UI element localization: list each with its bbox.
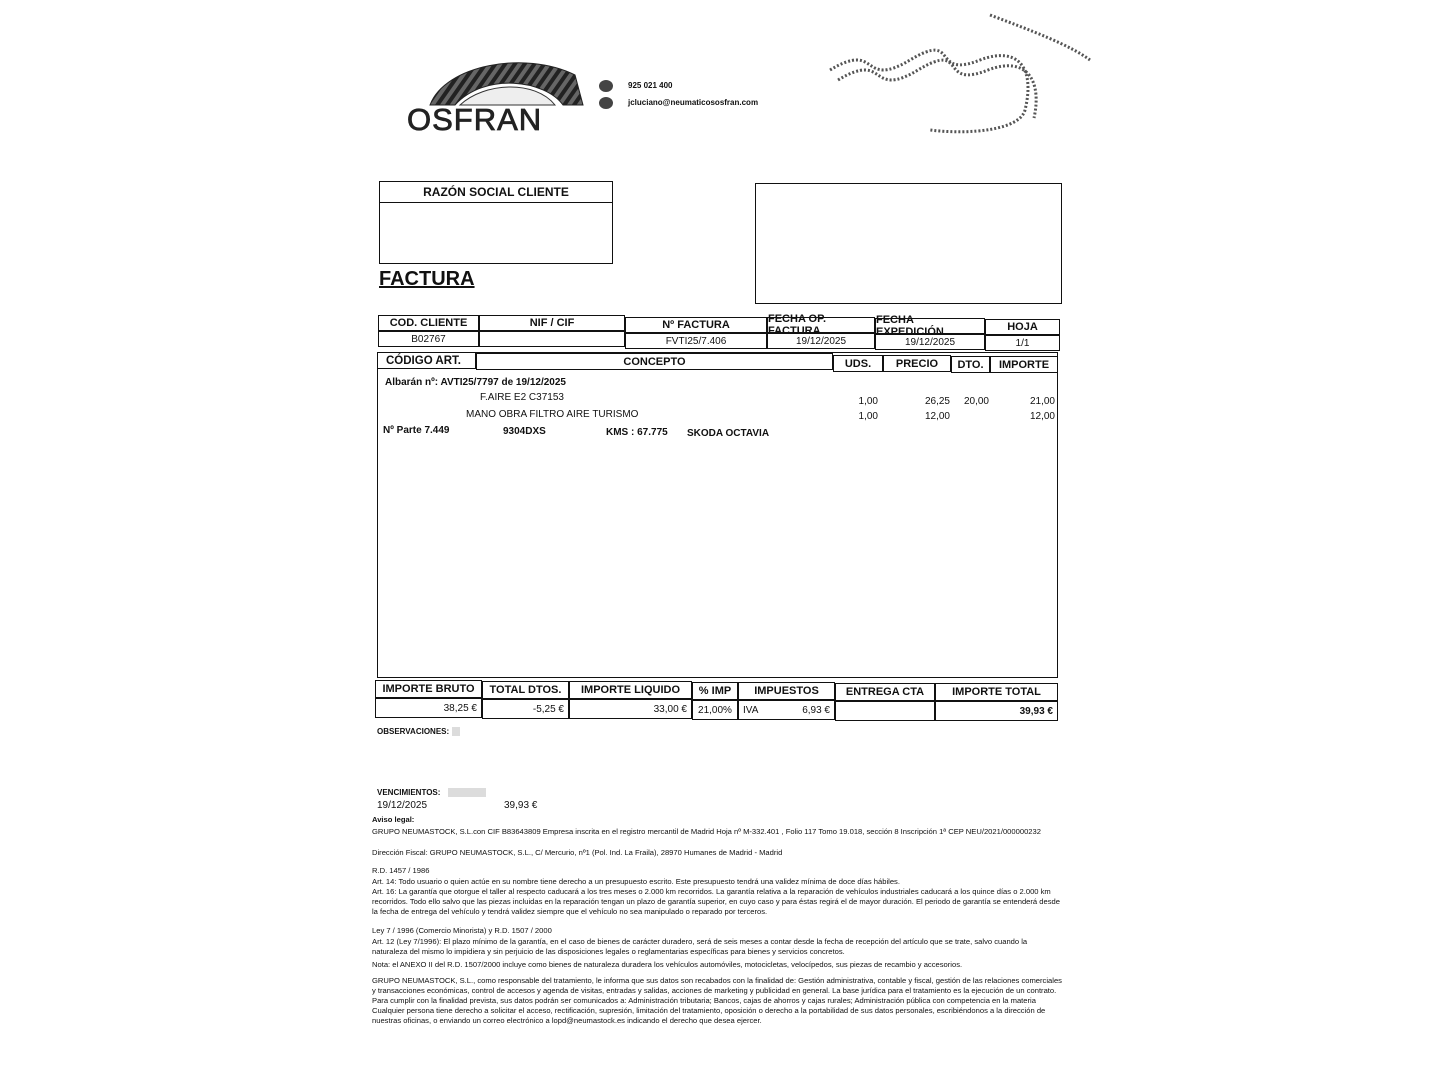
legal-label: Aviso legal: xyxy=(372,815,415,824)
items-header-precio: PRECIO xyxy=(883,355,951,372)
impuesto-tipo: IVA xyxy=(743,704,759,716)
legal-nota: Nota: el ANEXO II del R.D. 1507/2000 incluye como bienes de naturaleza duradera los vehículos automóviles, motocicletas, velocípedos, sus piezas de recambio y accesorios. xyxy=(372,960,963,969)
header-nif: NIF / CIF xyxy=(479,315,625,331)
parte-matricula: 9304DXS xyxy=(503,426,546,437)
tire-tracks-graphic xyxy=(820,10,1100,160)
totals-header-bruto: IMPORTE BRUTO xyxy=(375,680,482,698)
client-box-title: RAZÓN SOCIAL CLIENTE xyxy=(380,182,612,203)
items-header-importe: IMPORTE xyxy=(990,356,1058,373)
items-header-uds: UDS. xyxy=(833,355,883,372)
totals-header-dtos: TOTAL DTOS. xyxy=(482,681,569,699)
parte-vehiculo: SKODA OCTAVIA xyxy=(687,428,770,439)
item-concepto: F.AIRE E2 C37153 xyxy=(480,392,564,403)
legal-registro: GRUPO NEUMASTOCK, S.L.con CIF B83643809 Empresa inscrita en el registro mercantil de Madrid Hoja nº M-332.401 , Folio 117 Tomo 19.018, sección 8 Inscripción 1ª CEP NEU/2021/000000232 xyxy=(372,827,1041,836)
company-phone: 925 021 400 xyxy=(628,81,673,90)
totals-value-entrega xyxy=(835,701,935,721)
item-uds: 1,00 xyxy=(858,396,878,407)
email-icon xyxy=(599,97,613,109)
totals-value-bruto xyxy=(375,698,482,718)
item-importe: 12,00 xyxy=(1029,411,1055,422)
dtos-amount: -5,25 € xyxy=(532,703,564,715)
impuestos-amount: 6,93 € xyxy=(802,704,830,716)
legal-art16: Art. 16: La garantía que otorgue el taller al respecto caducará a los tres meses o 2.000 km recorridos. La garantía relativa a la reparación de vehículos industriales caducará a los quince días o 2.000 km recorridos. Todo ello salvo que las piezas incluidas en la reparación tengan un plazo de garantía superior, en cuyo caso y para éstas regirá el de mayor duración. El periodo de garantía se entenderá desde la fecha de entrega del vehículo y tendrá validez siempre que el vehículo no sea manipulado o reparado por terceros. xyxy=(372,887,1060,916)
address-box xyxy=(755,183,1062,304)
client-box xyxy=(379,181,613,264)
items-header-concepto: CONCEPTO xyxy=(476,353,833,370)
legal-art14: Art. 14: Todo usuario o quien actúe en su nombre tiene derecho a un presupuesto escrito. Este presupuesto tendrá una validez mínima de doce días hábiles. xyxy=(372,877,900,886)
legal-direccion: Dirección Fiscal: GRUPO NEUMASTOCK, S.L., C/ Mercurio, nº1 (Pol. Ind. La Fraila), 28970 Humanes de Madrid - Madrid xyxy=(372,848,783,857)
item-uds: 1,00 xyxy=(858,411,878,422)
brand-name: OSFRAN xyxy=(407,102,543,137)
item-precio: 12,00 xyxy=(924,411,950,422)
item-concepto: MANO OBRA FILTRO AIRE TURISMO xyxy=(466,409,639,420)
legal-ley-title: Ley 7 / 1996 (Comercio Minorista) y R.D. 1507 / 2000 xyxy=(372,926,552,935)
value-nif xyxy=(479,331,625,347)
vencimientos-redacted xyxy=(448,788,486,797)
vencimiento-importe: 39,93 € xyxy=(504,800,538,811)
totals-value-pct xyxy=(692,700,738,720)
totals-header-total: IMPORTE TOTAL xyxy=(935,683,1058,701)
phone-icon xyxy=(599,80,613,92)
value-fecha-expedicion: 19/12/2025 xyxy=(875,334,985,350)
items-header-dto: DTO. xyxy=(951,356,990,373)
totals-header-impuestos: IMPUESTOS xyxy=(738,682,835,700)
item-importe: 21,00 xyxy=(1029,396,1055,407)
header-cod-cliente: COD. CLIENTE xyxy=(378,315,479,331)
albaran-line: Albarán nº: AVTI25/7797 de 19/12/2025 xyxy=(385,377,566,388)
legal-rgpd: GRUPO NEUMASTOCK, S.L., como responsable del tratamiento, le informa que sus datos son recabados con la finalidad de: Gestión administrativa, contable y fiscal, gestión de las relaciones comerciales y transacciones económicas, control de accesos y agenda de visitas, entradas y salidas, acciones de marketing y publicidad en general. La base jurídica para el tratamiento es la ejecución de un contrato. Para cumplir con la finalidad prevista, sus datos podrán ser comunicados a: Administración tributaria; Bancos, cajas de ahorros y cajas rurales; Administración pública con competencia en la materia Cualquier persona tiene derecho a solicitar el acceso, rectificación, supresión, limitación del tratamiento, oposición o derecho a la portabilidad de sus datos personales, escribiéndonos a la dirección de nuestras oficinas, o enviando un correo electrónico a lopd@neumastock.es indicando el derecho que desea ejercer. xyxy=(372,976,1062,1025)
totals-header-entrega: ENTREGA CTA xyxy=(835,683,935,701)
totals-header-liquido: IMPORTE LIQUIDO xyxy=(569,681,692,699)
liquido-amount: 33,00 € xyxy=(653,703,687,715)
document-title: FACTURA xyxy=(379,268,475,290)
legal-rd-title: R.D. 1457 / 1986 xyxy=(372,866,430,875)
company-email: jcluciano@neumaticososfran.com xyxy=(628,98,759,107)
observaciones-label: OBSERVACIONES: xyxy=(377,727,450,736)
totals-value-total xyxy=(935,701,1058,721)
observaciones-redacted xyxy=(452,727,460,736)
items-header-codigo: CÓDIGO ART. xyxy=(377,352,476,369)
totals-value-impuestos xyxy=(738,700,835,720)
header-fecha-expedicion: FECHA EXPEDICIÓN xyxy=(875,318,985,334)
header-fecha-op: FECHA OP. FACTURA xyxy=(767,317,875,333)
parte-kms: KMS : 67.775 xyxy=(606,427,668,438)
value-hoja: 1/1 xyxy=(985,335,1060,351)
legal-art12: Art. 12 (Ley 7/1996): El plazo mínimo de la garantía, en el caso de bienes de carácter duradero, será de seis meses a contar desde la fecha de recepción del artículo que se trate, salvo cuando la naturaleza del mismo lo impidiera y sin perjuicio de las disposiciones legales o reglamentarias específicas para bienes y servicios concretos. xyxy=(372,937,1028,956)
value-fecha-op: 19/12/2025 xyxy=(767,333,875,349)
value-num-factura: FVTI25/7.406 xyxy=(625,333,767,349)
vencimiento-fecha: 19/12/2025 xyxy=(377,800,428,811)
header-hoja: HOJA xyxy=(985,319,1060,335)
item-precio: 26,25 xyxy=(924,396,950,407)
totals-value-dtos xyxy=(482,699,569,719)
total-amount: 39,93 € xyxy=(1019,705,1053,717)
totals-value-liquido xyxy=(569,699,692,719)
parte-numero: Nº Parte 7.449 xyxy=(383,425,450,436)
item-dto: 20,00 xyxy=(963,396,989,407)
company-logo xyxy=(405,50,595,135)
totals-header-pct: % IMP xyxy=(692,682,738,700)
value-cod-cliente: B02767 xyxy=(378,331,479,347)
bruto-amount: 38,25 € xyxy=(443,702,477,714)
pct-amount: 21,00% xyxy=(698,704,732,716)
vencimientos-label: VENCIMIENTOS: xyxy=(377,788,441,797)
header-num-factura: Nº FACTURA xyxy=(625,317,767,333)
